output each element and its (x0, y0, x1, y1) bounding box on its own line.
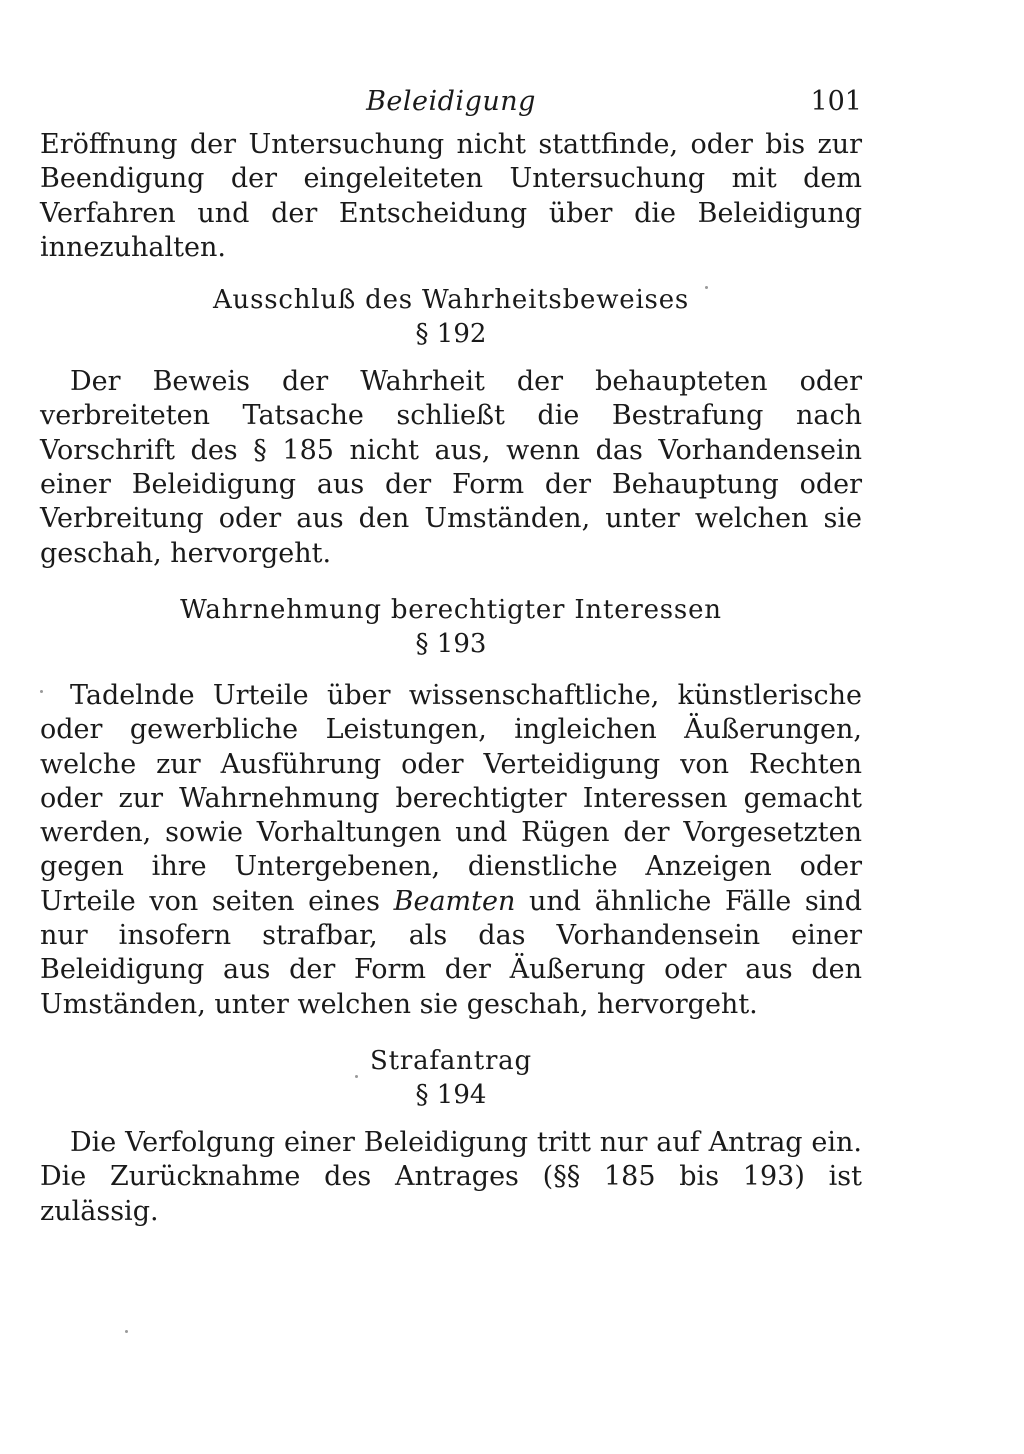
section-text-193 (40, 679, 862, 1022)
section-number-193: § 193 (415, 628, 487, 659)
section-text-193-part1: Tadelnde Urteile über wissenschaftliche, künstlerische oder gewerbliche Leistungen, ingleichen Äußerungen, welche zur Ausführung oder Verteidigung von Rechten oder zur Wahrnehmung berechtigter Interessen gemacht werden, sowie Vorhaltungen und Rügen der Vorgesetzten gegen ihre Untergebenen, dienstliche Anzeigen oder Urteile von seiten eines (40, 679, 862, 917)
section-heading-194: Strafantrag (370, 1045, 532, 1076)
section-text-192: Der Beweis der Wahrheit der behaupteten oder verbreiteten Tatsache schließt die Bestrafung nach Vorschrift des § 185 nicht aus, wenn das Vorhandensein einer Beleidigung aus der Form der Behauptung oder Verbreitung oder aus den Umständen, unter welchen sie geschah, hervorgeht. (40, 366, 862, 569)
section-heading-193: Wahrnehmung berechtigter Interessen (180, 594, 722, 625)
scan-speck (125, 1330, 128, 1333)
continuation-paragraph: Eröffnung der Untersuchung nicht stattfinde, oder bis zur Beendigung der eingeleiteten Untersuchung mit dem Verfahren und der Entscheidung über die Beleidigung innezuhalten. (40, 129, 862, 263)
section-heading-192: Ausschluß des Wahrheitsbeweises (212, 285, 690, 316)
book-page (40, 84, 862, 1229)
scan-speck (40, 690, 43, 693)
section-number-194: § 194 (415, 1079, 487, 1110)
scan-speck (705, 286, 708, 289)
section-text-194: Die Verfolgung einer Beleidigung tritt nur auf Antrag ein. Die Zurücknahme des Antrages (§§ 185 bis 193) ist zulässig. (40, 1126, 862, 1227)
italic-term-beamten: Beamten (393, 885, 516, 917)
section-text-193-part2: und ähnliche Fälle sind nur insofern strafbar, als das Vorhandensein einer Beleidigung aus der Form der Äußerung oder aus den Umständen, unter welchen sie geschah, hervorgeht. (40, 885, 862, 1020)
scan-speck (355, 1075, 358, 1078)
section-number-192: § 192 (415, 319, 487, 350)
running-title: Beleidigung (366, 86, 536, 117)
page-number: 101 (810, 86, 862, 117)
running-head (40, 84, 862, 128)
